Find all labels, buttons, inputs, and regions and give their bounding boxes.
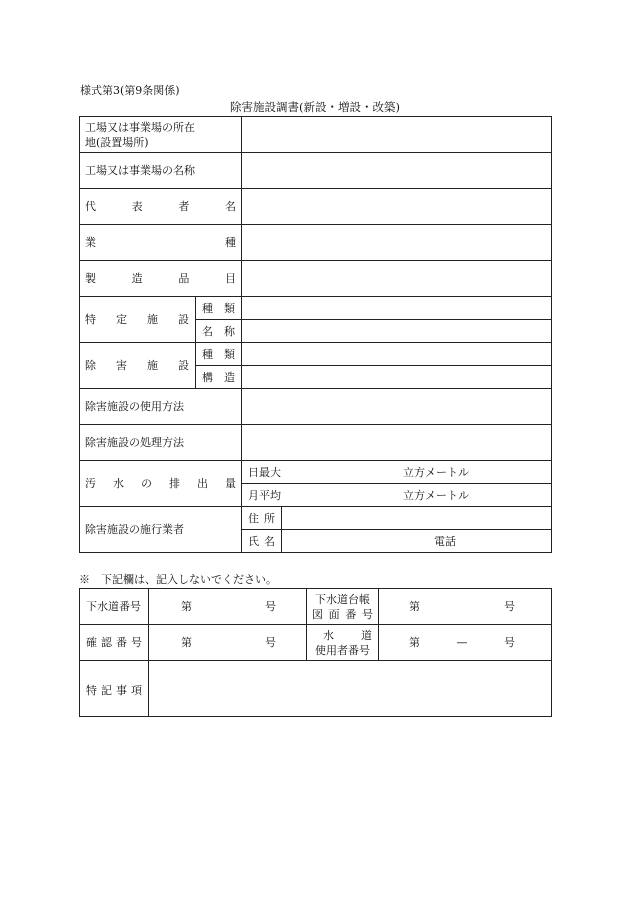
specified-name-value[interactable] [242, 320, 552, 343]
usage-method-label: 除害施設の使用方法 [85, 400, 184, 413]
specified-name-label: 名 称 [202, 324, 235, 338]
remarks-label: 特 記 事 項 [86, 684, 142, 697]
daily-max-label: 日最大 [248, 465, 281, 479]
phone-label: 電話 [434, 534, 456, 548]
treatment-structure-value[interactable] [242, 366, 552, 389]
confirm-number-label: 確 認 番 号 [86, 636, 142, 649]
usage-method-value[interactable] [242, 389, 552, 425]
treatment-kind-label: 種 類 [202, 347, 235, 361]
office-use-note: ※ 下記欄は、記入しないでください。 [79, 573, 277, 586]
discharge-volume-label: 汚 水 の 排 出 量 [85, 477, 236, 490]
daily-max-field[interactable] [242, 465, 551, 480]
row-processing-method [80, 425, 552, 461]
monthly-avg-unit: 立方メートル [403, 488, 469, 502]
ledger-label: 下水道台帳 図 面 番 号 [312, 592, 373, 621]
sewer-number-field[interactable]: 第 号 [181, 600, 276, 613]
treatment-structure-label: 構 造 [202, 370, 235, 384]
address-label: 住 所 [242, 507, 282, 529]
processing-method-value[interactable] [242, 425, 552, 461]
location-label: 工場又は事業場の所在地(設置場所) [85, 120, 195, 149]
row-sewer-number [80, 589, 552, 625]
row-name [80, 153, 552, 189]
address-field[interactable] [242, 507, 551, 529]
name-value[interactable] [242, 153, 552, 189]
treatment-kind-value[interactable] [242, 343, 552, 366]
monthly-avg-label: 月平均 [248, 488, 281, 502]
row-location [80, 117, 552, 153]
contractor-label: 除害施設の施行業者 [85, 523, 184, 536]
name-label: 工場又は事業場の名称 [85, 164, 195, 177]
row-representative [80, 189, 552, 225]
specified-kind-label: 種 類 [202, 301, 235, 315]
treatment-facility-label: 除 害 施 設 [85, 359, 189, 372]
row-specified-kind [80, 297, 552, 320]
row-business-type [80, 225, 552, 261]
row-contractor-address [80, 507, 552, 530]
representative-label: 代 表 者 名 [85, 200, 236, 213]
business-type-value[interactable] [242, 225, 552, 261]
row-confirm-number [80, 625, 552, 661]
business-type-label: 業 種 [85, 236, 236, 249]
office-use-table [79, 588, 552, 717]
confirm-number-field[interactable]: 第 号 [181, 636, 276, 649]
row-daily-max [80, 461, 552, 484]
form-title: 除害施設調書(新設・増設・改築) [230, 100, 400, 114]
sewer-number-label: 下水道番号 [86, 600, 141, 613]
specified-kind-value[interactable] [242, 297, 552, 320]
form-code: 様式第3(第9条関係) [80, 84, 180, 97]
row-remarks [80, 661, 552, 717]
person-name-field[interactable] [242, 530, 551, 552]
person-name-label: 氏 名 [242, 530, 282, 552]
products-label: 製 造 品 目 [85, 272, 236, 285]
water-user-number-field[interactable]: 第 — 号 [409, 636, 515, 649]
row-treatment-kind [80, 343, 552, 366]
processing-method-label: 除害施設の処理方法 [85, 436, 184, 449]
daily-max-unit: 立方メートル [403, 465, 469, 479]
water-user-label: 水 道 使用者番号 [315, 628, 372, 657]
monthly-avg-field[interactable] [242, 488, 551, 503]
facility-form-table [79, 116, 552, 553]
ledger-number-field[interactable]: 第 号 [409, 600, 515, 613]
products-value[interactable] [242, 261, 552, 297]
row-products [80, 261, 552, 297]
row-usage-method [80, 389, 552, 425]
remarks-value[interactable] [149, 661, 552, 717]
location-value[interactable] [242, 117, 552, 153]
representative-value[interactable] [242, 189, 552, 225]
specified-facility-label: 特 定 施 設 [85, 313, 189, 326]
